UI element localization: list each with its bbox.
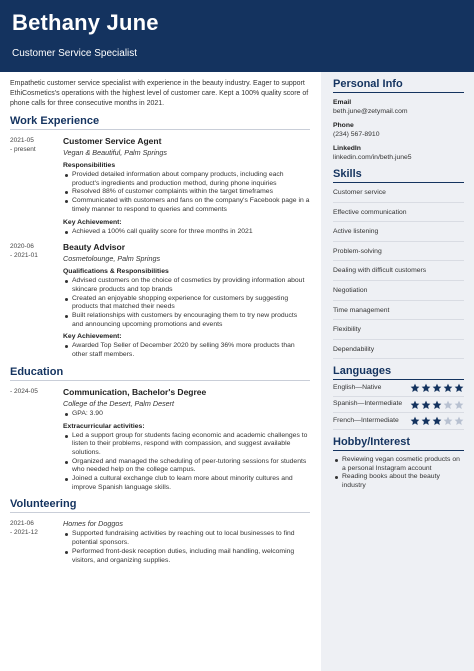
- responsibilities-label: Qualifications & Responsibilities: [63, 268, 169, 276]
- skill-item: Negotiation: [333, 281, 464, 301]
- skill-item: Time management: [333, 301, 464, 321]
- linkedin-label: LinkedIn: [333, 145, 361, 152]
- language-row: [333, 397, 464, 414]
- list-item: Performed front-desk reception duties, including mail handling, welcoming visitors, and organizing supplies.: [63, 548, 310, 565]
- skill-item: Effective communication: [333, 203, 464, 223]
- employer: Cosmetolounge, Palm Springs: [63, 254, 161, 264]
- section-title-personal-info: Personal Info: [333, 78, 464, 93]
- summary: Empathetic customer service specialist with experience in the beauty industry. Eager to support EthiCosmetics's operations with the highest level of customer care. Kept a 100% quality score of phone calls for three consecutive months in 2021.: [10, 80, 309, 107]
- language-rating: [410, 416, 464, 426]
- skills-list: [333, 183, 464, 359]
- entry-dates: [10, 136, 60, 154]
- hobby-list: [333, 456, 464, 491]
- list-item: Supported fundraising activities by reaching out to local businesses to find potential sponsors.: [63, 530, 310, 547]
- section-title-hobbies: Hobby/Interest: [333, 436, 464, 451]
- date-start: 2021-05: [10, 137, 34, 144]
- skill-item: Flexibility: [333, 320, 464, 340]
- extracurricular-list: [63, 432, 310, 493]
- list-item: Awarded Top Seller of December 2020 by selling 36% more products than other staff members.: [63, 342, 310, 359]
- star-icon: [410, 400, 420, 410]
- list-item: Reviewing vegan cosmetic products on a personal Instagram account: [333, 456, 464, 473]
- date-end: - 2021-12: [10, 529, 38, 537]
- list-item: Communicated with customers and fans on the company's Facebook page in a timely manner to respond to queries and comments: [63, 197, 310, 214]
- list-item: Built relationships with customers by encouraging them to try new products and announcing upcoming promotions and events: [63, 312, 310, 329]
- star-icon: [421, 416, 431, 426]
- school: College of the Desert, Palm Desert: [63, 398, 175, 408]
- extracurricular-label: Extracurricular activities:: [63, 422, 145, 430]
- list-item: Advised customers on the choice of cosmetics by providing information about skincare products and top brands: [63, 277, 310, 294]
- star-icon: [432, 383, 442, 393]
- list-item: Reading books about the beauty industry: [333, 473, 464, 490]
- language-name: Spanish—Intermediate: [333, 400, 403, 408]
- work-entry: [10, 242, 310, 360]
- employer: Vegan & Beautiful, Palm Springs: [63, 148, 168, 157]
- star-icon: [454, 400, 464, 410]
- skill-item: Dependability: [333, 340, 464, 360]
- entry-dates: [10, 387, 60, 396]
- skill-item: Active listening: [333, 222, 464, 242]
- entry-dates: [10, 242, 60, 260]
- email-label: Email: [333, 99, 352, 106]
- degree-title: Communication, Bachelor's Degree: [63, 386, 207, 397]
- work-entry: [10, 136, 310, 236]
- achievement-list: [63, 342, 310, 359]
- organization: Homes for Doggos: [63, 519, 123, 529]
- email-value: beth.june@zetymail.com: [333, 108, 408, 115]
- date-start: - 2024-05: [10, 387, 38, 395]
- star-icon: [432, 416, 442, 426]
- resume-header: [0, 0, 474, 72]
- achievement-list: [63, 228, 310, 237]
- star-icon: [410, 383, 420, 393]
- main-column: [10, 79, 310, 669]
- phone-label: Phone: [333, 122, 354, 129]
- list-item: Joined a cultural exchange club to learn more about minority cultures and improve Spanish language skills.: [63, 475, 310, 492]
- section-title-work: Work Experience: [10, 115, 310, 130]
- education-items: [63, 410, 310, 419]
- candidate-name: Bethany June: [12, 10, 159, 35]
- skill-item: Dealing with difficult customers: [333, 261, 464, 281]
- volunteering-list: [63, 530, 310, 565]
- skill-item: Customer service: [333, 183, 464, 203]
- star-icon: [421, 383, 431, 393]
- language-rating: [410, 383, 464, 393]
- section-title-skills: Skills: [333, 168, 464, 183]
- responsibilities-label: Responsibilities: [63, 162, 116, 169]
- candidate-title: Customer Service Specialist: [12, 48, 138, 59]
- list-item: Created an enjoyable shopping experience for customers by suggesting products that matched their needs: [63, 295, 310, 312]
- job-title: Beauty Advisor: [63, 242, 126, 253]
- date-end: - present: [10, 146, 36, 153]
- list-item: Achieved a 100% call quality score for three months in 2021: [63, 228, 310, 237]
- section-title-languages: Languages: [333, 365, 464, 380]
- sidebar: [321, 72, 474, 671]
- linkedin-value: linkedin.com/in/beth.june5: [333, 154, 412, 161]
- section-title-volunteering: Volunteering: [10, 498, 310, 513]
- achievement-label: Key Achievement:: [63, 333, 122, 341]
- language-row: [333, 413, 464, 430]
- education-entry: [10, 387, 310, 493]
- star-icon: [443, 400, 453, 410]
- star-icon: [410, 416, 420, 426]
- skill-item: Problem-solving: [333, 242, 464, 262]
- star-icon: [454, 416, 464, 426]
- responsibilities-list: [63, 277, 310, 329]
- phone-value: (234) 567-8910: [333, 131, 380, 138]
- date-start: 2021-06: [10, 520, 34, 528]
- list-item: Led a support group for students facing economic and academic challenges to listen to their problems, respond with compassion, and suggest available solutions.: [63, 432, 310, 458]
- language-name: English—Native: [333, 383, 382, 391]
- list-item: Provided detailed information about company products, including each product's ingredients and production method, during phone inquiries: [63, 171, 310, 188]
- star-icon: [454, 383, 464, 393]
- list-item: Organized and managed the scheduling of peer-tutoring sessions for students who needed help on the college campus.: [63, 458, 310, 475]
- date-end: - 2021-01: [10, 252, 38, 260]
- achievement-label: Key Achievement:: [63, 218, 122, 226]
- list-item: Resolved 88% of customer complaints within the target timeframes: [63, 188, 310, 197]
- list-item: GPA: 3.90: [63, 410, 310, 419]
- star-icon: [432, 400, 442, 410]
- star-icon: [443, 383, 453, 393]
- volunteering-entry: [10, 519, 310, 565]
- language-row: [333, 380, 464, 397]
- section-title-education: Education: [10, 366, 310, 381]
- star-icon: [421, 400, 431, 410]
- language-name: French—Intermediate: [333, 416, 399, 424]
- responsibilities-list: [63, 171, 310, 215]
- date-start: 2020-06: [10, 243, 34, 251]
- language-rating: [410, 400, 464, 410]
- star-icon: [443, 416, 453, 426]
- entry-dates: [10, 519, 60, 537]
- job-title: Customer Service Agent: [63, 136, 162, 146]
